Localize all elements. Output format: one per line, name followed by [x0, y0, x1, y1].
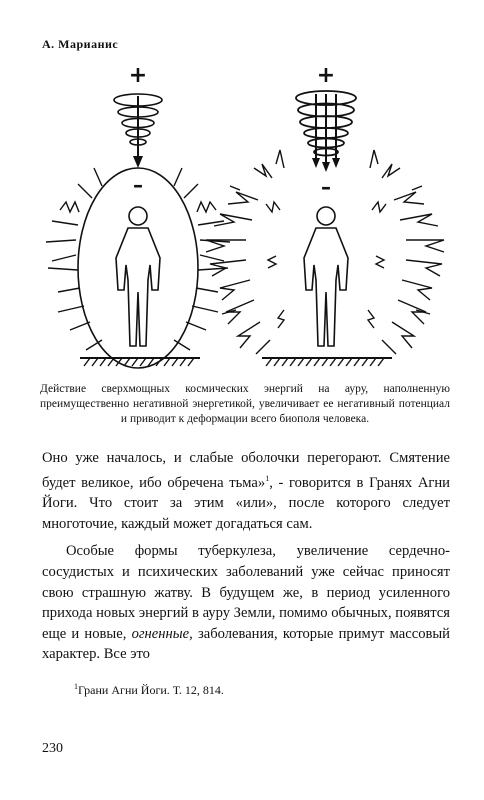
right-figure	[206, 63, 444, 366]
footnote	[74, 682, 224, 698]
footnote-marker: 1	[74, 682, 78, 691]
plus-sign-left: +	[128, 63, 148, 88]
left-figure	[46, 63, 230, 368]
footnote-reference: 1	[265, 473, 270, 483]
ground-left	[80, 358, 200, 366]
paragraph-2-italic: огненные,	[131, 625, 193, 642]
arrows-right	[312, 94, 340, 172]
page-number: 230	[42, 741, 63, 756]
paragraph-2-text-a: Особые формы туберкулеза, увеличение сердечно-сосудистых и психических заболеваний уже сейчас приносят свою страшную жатву. В будущем же, в период усиленного прихода новых энергий в ауру Земли, помимо обычных, появятся еще и новые,	[42, 543, 450, 642]
paragraph-1-text-b: , - говорится в Гранях Агни Йоги. Что стоит за этим «или», после которого следует многоточие, каждый может догадаться сам.	[42, 474, 450, 532]
minus-sign-left: –	[133, 173, 143, 197]
running-header: А. Марианис	[42, 37, 119, 51]
human-figure-left	[116, 207, 160, 346]
footnote-text: Грани Агни Йоги. Т. 12, 814.	[78, 683, 224, 697]
paragraph-1-text-a: Оно уже началось, и слабые оболочки перегорают. Смятение будет великое, ибо обречена тьма»	[42, 450, 450, 491]
minus-sign-right: –	[321, 175, 331, 199]
paragraph-2-text-b: заболевания, которые примут массовый характер. Все это	[42, 625, 450, 663]
paragraph-1	[42, 448, 450, 534]
paragraph-2	[42, 541, 450, 665]
human-figure-right	[304, 207, 348, 346]
main-text	[42, 448, 450, 665]
plus-sign-right: +	[316, 63, 336, 88]
aura-illustration	[40, 60, 450, 378]
ground-right	[262, 358, 392, 366]
figure-caption: Действие сверхмощных космических энергий на ауру, наполненную преимущественно негативной энергетикой, увеличивает ее негативный потенциал и приводит к деформации всего биополя человека.	[40, 383, 450, 425]
